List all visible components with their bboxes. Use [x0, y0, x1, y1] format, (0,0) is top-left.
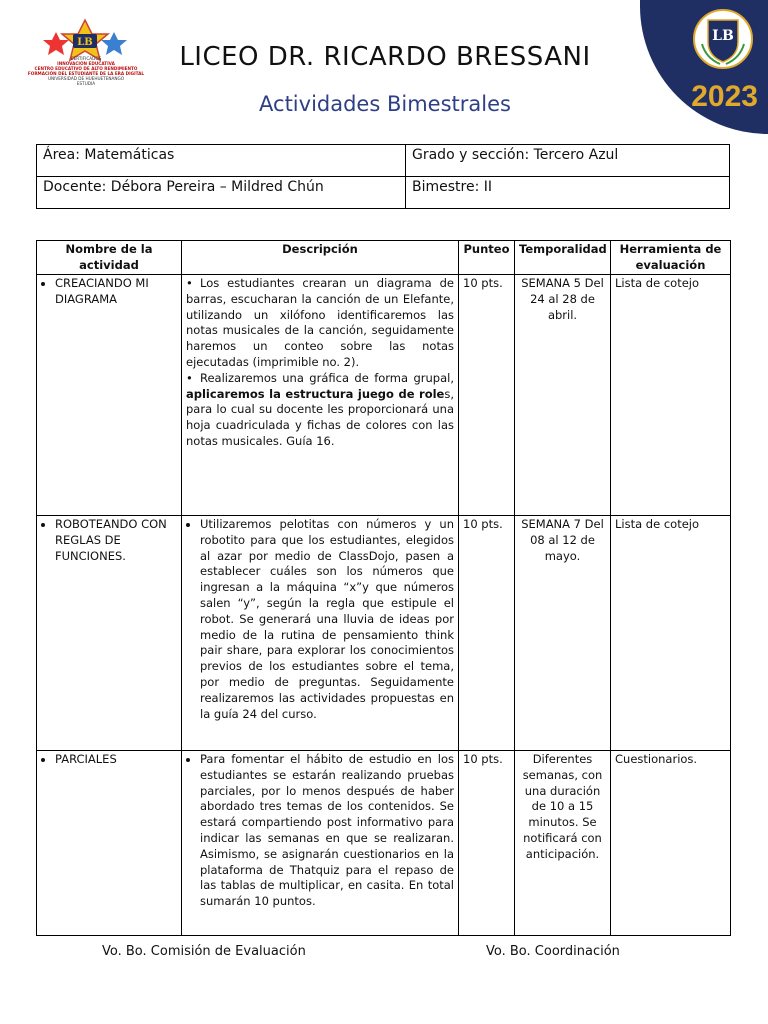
logo-line: CENTRO EDUCATIVO DE ALTO RENDIMIENTO	[34, 66, 138, 71]
header-descripcion: Descripción	[182, 241, 459, 275]
desc-text: • Utilizaremos pelotitas con números y un robotito para que los estudiantes, elegidos al azar por medio de ClassDojo, pasen a establecer cuáles son los números que ingresan a la máquina “x”y que números salen “y”, según la regla que estipule el robot. Se generará una lluvia de ideas por medio de la rutina de pensamiento think pair share, para explorar los conocimientos previos de los estudiantes sobre el tema, por medio de preguntas. Seguidamente realizaremos las actividades propuestas en la guía 24 del curso.	[200, 517, 454, 722]
info-table	[36, 144, 730, 209]
activity-name: • PARCIALES	[55, 752, 177, 768]
year-label: 2023	[691, 80, 758, 113]
corner-banner	[640, 0, 768, 134]
docente-cell: Docente: Débora Pereira – Mildred Chún	[37, 177, 406, 209]
logo-badge-text: LB	[77, 37, 93, 48]
logo-line: ESTUDIA	[76, 81, 96, 86]
punteo-cell: 10 pts.	[459, 516, 515, 751]
activity-name: • ROBOTEANDO CON REGLAS DE FUNCIONES.	[55, 517, 177, 564]
table-row	[37, 516, 731, 751]
table-row	[37, 275, 731, 516]
logo-line: CERTIFICADOS	[70, 56, 102, 61]
desc-text: • Para fomentar el hábito de estudio en los estudiantes se estarán realizando pruebas parciales, por lo menos después de haber abordado tres temas de los contenidos. Se estará compartiendo post informativo para indicar las semanas en que se realizaran. Asimismo, se asignarán cuestionarios en la plataforma de Thatquiz para el repaso de las tablas de multiplicar, en casita. En total sumarán 10 puntos.	[200, 752, 454, 910]
punteo-cell: 10 pts.	[459, 275, 515, 516]
activity-name: • CREACIANDO MI DIAGRAMA	[55, 276, 177, 308]
logo-line: FORMACIÓN DEL ESTUDIANTE DE LA ERA DIGITAL	[27, 71, 145, 76]
desc-text: Los estudiantes crearan un diagrama de barras, escucharan la canción de un Elefante, utilizando un xilófono identificaremos las notas musicales de la canción, seguidamente haremos un conteo sobre las notas ejecutadas (imprimible no. 2).	[186, 276, 454, 369]
herramienta-cell: Lista de cotejo	[611, 275, 731, 516]
bimestre-cell: Bimestre: II	[406, 177, 730, 209]
activities-table	[36, 240, 731, 936]
table-row	[37, 751, 731, 936]
activity-desc-cell	[182, 275, 459, 516]
header-nombre: Nombre de la actividad	[37, 241, 182, 275]
header-punteo: Punteo	[459, 241, 515, 275]
logo-line: UNIVERSIDAD DE HUEHUETENANGO	[47, 76, 125, 81]
logo-line: INNOVACIÓN EDUCATIVA	[57, 61, 115, 66]
herramienta-cell: Lista de cotejo	[611, 516, 731, 751]
desc-text: Realizaremos una gráfica de forma grupal,	[200, 370, 454, 385]
punteo-cell: 10 pts.	[459, 751, 515, 936]
activity-desc-cell	[182, 751, 459, 936]
desc-bold-text: aplicaremos la estructura juego de role	[186, 386, 445, 401]
bullet-icon: •	[186, 370, 193, 385]
desc-paragraph	[186, 371, 454, 450]
header-temporalidad: Temporalidad	[515, 241, 611, 275]
header-herramienta: Herramienta de evaluación	[611, 241, 731, 275]
temporalidad-cell: SEMANA 7 Del 08 al 12 de mayo.	[515, 516, 611, 751]
activity-name-cell	[37, 751, 182, 936]
table-header-row	[37, 241, 731, 275]
page-subtitle: Actividades Bimestrales	[259, 92, 511, 116]
footer-approval-coordination: Vo. Bo. Coordinación	[486, 944, 620, 959]
activity-name-cell	[37, 275, 182, 516]
desc-text: s, para lo cual su docente les proporcionará una hoja cuadriculada y fichas de colores con las notas musicales. Guía 16.	[186, 386, 454, 448]
page-title: LICEO DR. RICARDO BRESSANI	[179, 42, 591, 72]
activity-desc-cell	[182, 516, 459, 751]
footer-approval-evaluation: Vo. Bo. Comisión de Evaluación	[102, 944, 306, 959]
bullet-icon: •	[186, 276, 193, 290]
desc-paragraph	[186, 276, 454, 371]
crest-badge-text: LB	[712, 28, 734, 44]
temporalidad-cell: Diferentes semanas, con una duración de 10 a 15 minutos. Se notificará con anticipación.	[515, 751, 611, 936]
school-crest-icon	[692, 8, 754, 70]
temporalidad-cell: SEMANA 5 Del 24 al 28 de abril.	[515, 275, 611, 516]
herramienta-cell: Cuestionarios.	[611, 751, 731, 936]
logo-caption	[24, 56, 148, 86]
activity-name-cell	[37, 516, 182, 751]
area-cell: Área: Matemáticas	[37, 145, 406, 177]
grado-cell: Grado y sección: Tercero Azul	[406, 145, 730, 177]
